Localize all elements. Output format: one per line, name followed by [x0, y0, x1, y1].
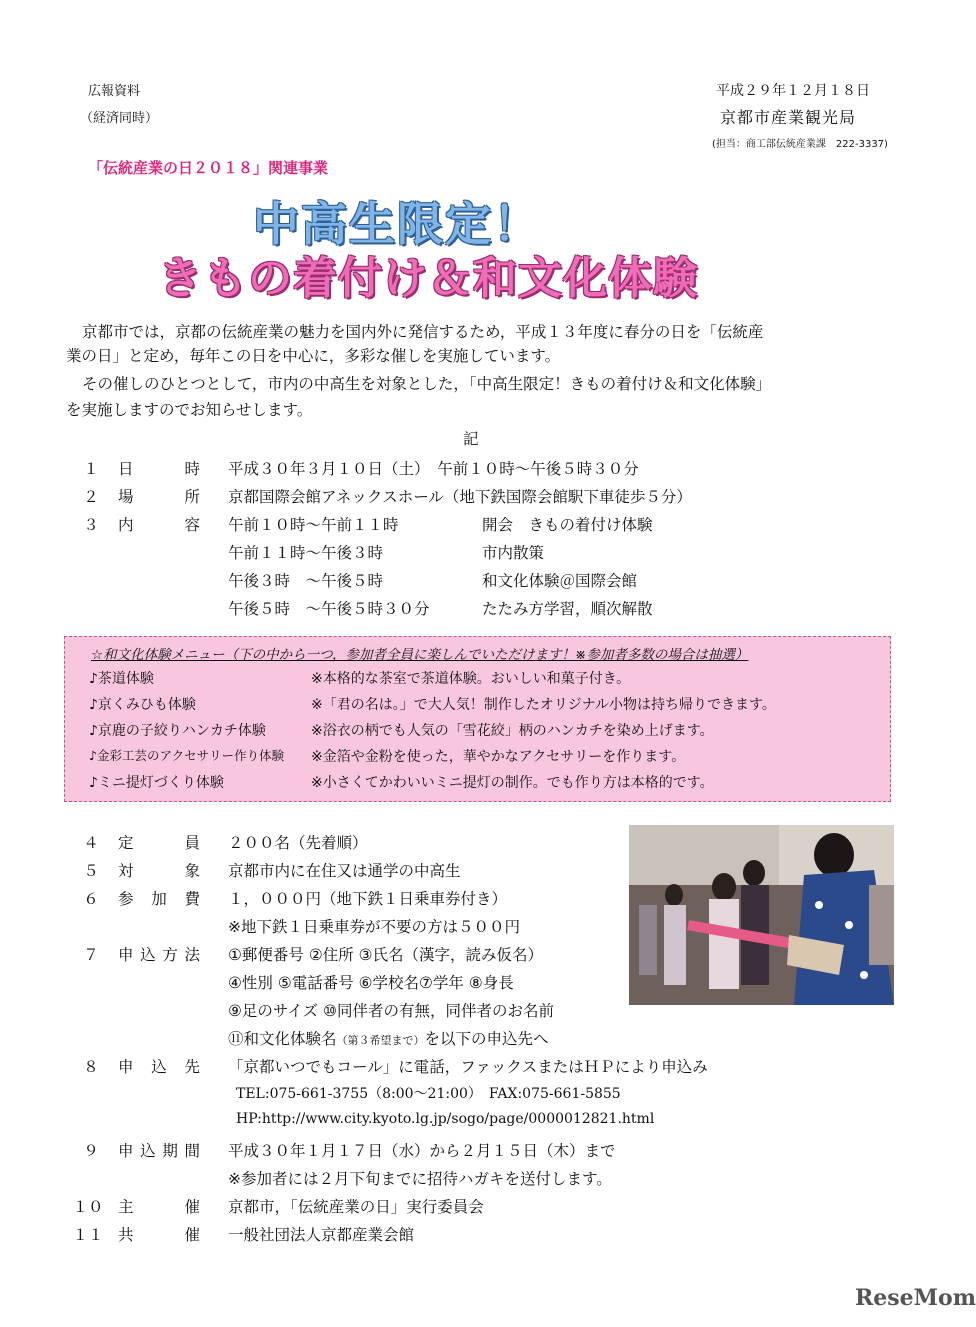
item-number: １０: [72, 1198, 104, 1216]
kimono-photo: [629, 825, 894, 1005]
item-label: 主 催: [118, 1198, 200, 1216]
apply-method-small: （第３希望まで）: [336, 1034, 425, 1047]
item-label: 申込先: [118, 1058, 200, 1076]
fee-note: ※地下鉄１日乗車券が不要の方は５００円: [228, 918, 520, 936]
item-number: ８: [83, 1058, 99, 1076]
schedule-time: 午前１０時～午前１１時: [228, 516, 399, 534]
menu-item-desc: ※小さくてかわいいミニ提灯の制作。でも作り方は本格的です。: [311, 775, 714, 791]
menu-item-desc: ※浴衣の柄でも人気の「雪花絞」柄のハンカチを染め上げます。: [311, 723, 714, 739]
item-value: 「京都いつでもコール」に電話，ファックスまたはＨＰにより申込み: [228, 1058, 708, 1076]
apply-method-line: ⑨足のサイズ ⑩同伴者の有無，同伴者のお名前: [228, 1002, 554, 1020]
item-value: ①郵便番号 ②住所 ③氏名（漢字，読み仮名）: [228, 946, 544, 964]
menu-item-desc: ※「君の名は。」で大人気！制作したオリジナル小物は持ち帰りできます。: [311, 697, 776, 713]
issuer: 京都市産業観光局: [720, 108, 857, 127]
menu-item-name: ♪ミニ提灯づくり体験: [89, 775, 224, 791]
item-number: ５: [83, 862, 99, 880]
item-number: ４: [83, 834, 99, 852]
item-value: １，０００円（地下鉄１日乗車券付き）: [228, 890, 508, 908]
title-line1: 中高生限定！: [253, 197, 541, 251]
schedule-desc: たたみ方学習，順次解散: [482, 600, 653, 618]
intro-line2: 業の日」と定め，毎年この日を中心に，多彩な催しを実施しています。: [66, 347, 561, 365]
culture-menu-box: [64, 636, 891, 802]
item-label: 内 容: [118, 516, 200, 534]
item-label: 場 所: [118, 488, 200, 506]
apply-method-line: ④性別 ⑤電話番号 ⑥学校名⑦学年 ⑧身長: [228, 974, 514, 992]
related-project: 「伝統産業の日２０１８」関連事業: [88, 159, 329, 177]
item-value: 一般社団法人京都産業会館: [228, 1226, 415, 1244]
contact: (担当：商工部伝統産業課 222-3337): [712, 139, 888, 150]
item-number: ６: [83, 890, 99, 908]
item-label: 日 時: [118, 460, 200, 478]
item-label: 対 象: [118, 862, 200, 880]
item-label: 定 員: [118, 834, 200, 852]
menu-heading: ☆和文化体験メニュー（下の中から一つ，参加者全員に楽しんでいただけます！※参加者多数の場合は抽選）: [91, 647, 749, 663]
item-label: 参加費: [118, 890, 200, 908]
schedule-time: 午後３時 ～午後５時: [228, 572, 384, 590]
item-label: 申込方法: [118, 946, 200, 964]
kimono-photo-illustration: [629, 825, 894, 1005]
resemom-logo: ReseMom: [855, 1285, 976, 1311]
apply-method-line: [228, 1027, 549, 1049]
item-value: ２００名（先着順）: [228, 834, 368, 852]
contact-url[interactable]: HP:http://www.city.kyoto.lg.jp/sogo/page/0000012821.html: [236, 1111, 655, 1127]
press-sub: （経済同時）: [80, 111, 159, 126]
item-value: 京都市内に在住又は通学の中高生: [228, 862, 461, 880]
item-label: 共 催: [118, 1226, 200, 1244]
apply-method-text: を以下の申込先へ: [424, 1030, 549, 1048]
menu-item-name: ♪茶道体験: [89, 671, 154, 687]
schedule-desc: 和文化体験＠国際会館: [482, 572, 638, 590]
menu-item-name: ♪京鹿の子絞りハンカチ体験: [89, 723, 266, 739]
menu-item-desc: ※金箔や金粉を使った，華やかなアクセサリーを作ります。: [311, 749, 686, 765]
item-value: 平成３０年３月１０日（土） 午前１０時～午後５時３０分: [228, 460, 639, 478]
menu-item-name: ♪金彩工芸のアクセサリー作り体験: [89, 748, 285, 763]
schedule-time: 午前１１時～午後３時: [228, 544, 384, 562]
intro-line1: 京都市では，京都の伝統産業の魅力を国内外に発信するため，平成１３年度に春分の日を「伝統産: [82, 323, 764, 341]
issue-date: 平成２９年１２月１８日: [716, 83, 870, 99]
menu-item-desc: ※本格的な茶室で茶道体験。おいしい和菓子付き。: [311, 671, 631, 687]
item-label: 申込期間: [118, 1142, 200, 1160]
period-note: ※参加者には２月下旬までに招待ハガキを送付します。: [228, 1170, 612, 1188]
schedule-desc: 市内散策: [482, 544, 545, 562]
schedule-time: 午後５時 ～午後５時３０分: [228, 600, 430, 618]
item-value: 京都市，「伝統産業の日」実行委員会: [228, 1198, 484, 1216]
item-number: ９: [83, 1142, 99, 1160]
menu-item-name: ♪京くみひも体験: [89, 697, 196, 713]
intro-line4: を実施しますのでお知らせします。: [66, 401, 313, 419]
item-number: ３: [83, 516, 99, 534]
item-number: １１: [72, 1226, 104, 1244]
item-number: ７: [83, 946, 99, 964]
item-value: 平成３０年１月１７日（水）から２月１５日（木）まで: [228, 1142, 616, 1160]
press-label: 広報資料: [88, 84, 141, 99]
item-number: ２: [83, 488, 99, 506]
title-line2: きもの着付け＆和文化体験: [158, 253, 698, 304]
ki-label: 記: [463, 430, 479, 448]
intro-line3: その催しのひとつとして，市内の中高生を対象とした，「中高生限定！きもの着付け＆和文化体験」: [82, 375, 772, 393]
item-value: 京都国際会館アネックスホール（地下鉄国際会館駅下車徒歩５分）: [228, 488, 692, 506]
contact-tel-fax: TEL:075-661-3755（8:00～21:00） FAX:075-661-5855: [236, 1086, 621, 1102]
apply-method-text: ⑪和文化体験名: [228, 1030, 337, 1048]
schedule-desc: 開会 きもの着付け体験: [482, 516, 653, 534]
item-number: １: [83, 460, 99, 478]
